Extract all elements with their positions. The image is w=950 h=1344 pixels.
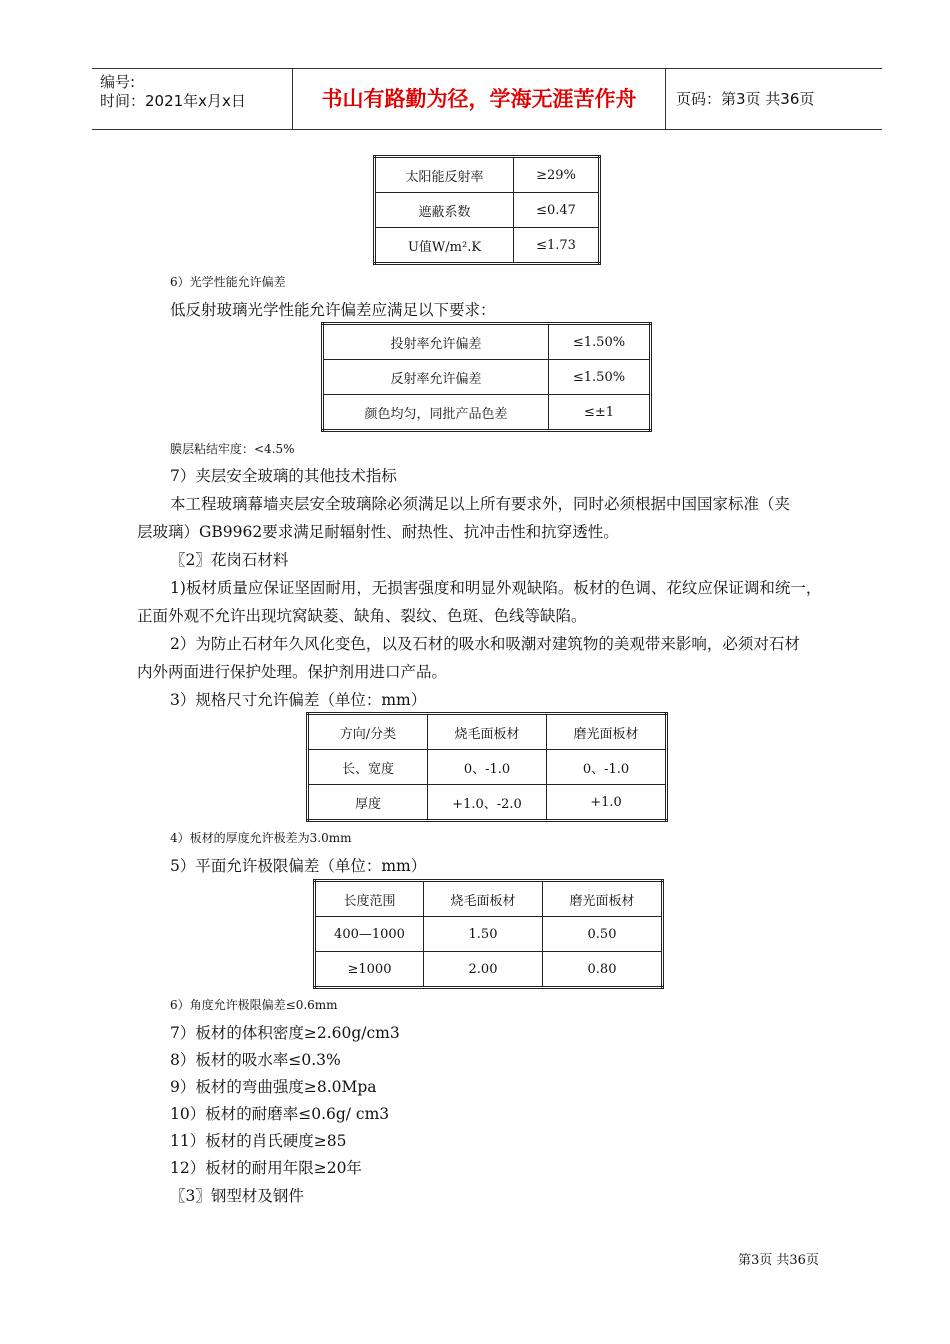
- table-row: [315, 917, 663, 952]
- table-header-row: [315, 881, 663, 917]
- table-cell: 2.00: [424, 952, 543, 988]
- granite-item-9: 9）板材的弯曲强度≥8.0Mpa: [170, 1078, 377, 1096]
- optical-intro: 低反射玻璃光学性能允许偏差应满足以下要求：: [170, 301, 496, 319]
- granite-item-2-line-2: 内外两面进行保护处理。保护剂用进口产品。: [137, 663, 448, 681]
- table-cell: ≤1.50%: [549, 360, 651, 395]
- table-cell: 0.50: [543, 917, 663, 952]
- solar-properties-table: [373, 155, 601, 265]
- document-time-label: 时间：2021年x月x日: [100, 92, 246, 110]
- film-adhesion-text: 膜层粘结牢度：<4.5%: [170, 442, 295, 456]
- granite-item-5: 5）平面允许极限偏差（单位：mm）: [170, 857, 427, 875]
- table-cell: 0、-1.0: [547, 750, 667, 785]
- table-cell: ≥1000: [315, 952, 424, 988]
- table-cell: 0.80: [543, 952, 663, 988]
- table-row: [323, 360, 651, 395]
- optical-tolerance-table: [321, 322, 652, 432]
- table-cell: U值W/m².K: [375, 228, 514, 264]
- table-header-row: [308, 714, 667, 750]
- table-cell: 400—1000: [315, 917, 424, 952]
- table-cell: 0、-1.0: [428, 750, 547, 785]
- flatness-tolerance-table: [313, 879, 664, 989]
- laminated-body-line-2: 层玻璃）GB9962要求满足耐辐射性、耐热性、抗冲击性和抗穿透性。: [137, 523, 619, 541]
- granite-item-3: 3）规格尺寸允许偏差（单位：mm）: [170, 691, 427, 709]
- granite-item-1-line-1: 1)板材质量应保证坚固耐用，无损害强度和明显外观缺陷。板材的色调、花纹应保证调和统一，: [170, 579, 822, 597]
- table-cell: 颜色均匀，同批产品色差: [323, 395, 549, 431]
- granite-item-12: 12）板材的耐用年限≥20年: [170, 1159, 362, 1177]
- header-motto-cell: [293, 69, 666, 129]
- table-row: [375, 157, 600, 193]
- steel-heading: 〖3〗钢型材及钢件: [170, 1187, 304, 1205]
- granite-item-10: 10）板材的耐磨率≤0.6g/ cm3: [170, 1105, 390, 1123]
- table-cell: 反射率允许偏差: [323, 360, 549, 395]
- table-header-cell: 烧毛面板材: [428, 714, 547, 750]
- table-cell: 1.50: [424, 917, 543, 952]
- table-cell: ≤±1: [549, 395, 651, 431]
- table-row: [375, 193, 600, 228]
- granite-item-8: 8）板材的吸水率≤0.3%: [170, 1051, 341, 1069]
- table-header-cell: 长度范围: [315, 881, 424, 917]
- table-cell: 太阳能反射率: [375, 157, 514, 193]
- header-page-info: 页码：第3页 共36页: [676, 90, 815, 108]
- page-header: [92, 68, 882, 130]
- table-cell: ≤1.73: [514, 228, 600, 264]
- table-row: [308, 750, 667, 785]
- table-row: [323, 324, 651, 360]
- table-row: [308, 785, 667, 821]
- table-cell: ≤0.47: [514, 193, 600, 228]
- table-cell: ≤1.50%: [549, 324, 651, 360]
- laminated-body-line-1: 本工程玻璃幕墙夹层安全玻璃除必须满足以上所有要求外，同时必须根据中国国家标准（夹: [170, 495, 791, 513]
- table-header-cell: 方向/分类: [308, 714, 428, 750]
- optical-heading: 6）光学性能允许偏差: [170, 275, 286, 289]
- table-row: [375, 228, 600, 264]
- granite-item-2-line-1: 2）为防止石材年久风化变色，以及石材的吸水和吸潮对建筑物的美观带来影响，必须对石材: [170, 635, 800, 653]
- table-cell: 长、宽度: [308, 750, 428, 785]
- table-row: [323, 395, 651, 431]
- table-row: [315, 952, 663, 988]
- table-cell: +1.0、-2.0: [428, 785, 547, 821]
- granite-heading: 〖2〗花岗石材料: [170, 551, 289, 569]
- header-meta-cell: [92, 69, 293, 129]
- table-header-cell: 烧毛面板材: [424, 881, 543, 917]
- granite-item-11: 11）板材的肖氏硬度≥85: [170, 1132, 347, 1150]
- table-cell: +1.0: [547, 785, 667, 821]
- header-page-cell: [666, 69, 882, 129]
- header-motto: 书山有路勤为径，学海无涯苦作舟: [321, 87, 637, 111]
- table-header-cell: 磨光面板材: [543, 881, 663, 917]
- table-cell: 投射率允许偏差: [323, 324, 549, 360]
- laminated-heading: 7）夹层安全玻璃的其他技术指标: [170, 467, 397, 485]
- granite-item-6: 6）角度允许极限偏差≤0.6mm: [170, 998, 338, 1012]
- document-number-label: 编号:: [100, 73, 136, 91]
- table-cell: ≥29%: [514, 157, 600, 193]
- table-cell: 厚度: [308, 785, 428, 821]
- granite-item-4: 4）板材的厚度允许极差为3.0mm: [170, 831, 352, 845]
- page-footer: 第3页 共36页: [738, 1253, 819, 1268]
- size-tolerance-table: [306, 712, 668, 822]
- granite-item-1-line-2: 正面外观不允许出现坑窝缺菱、缺角、裂纹、色斑、色线等缺陷。: [137, 607, 587, 625]
- table-header-cell: 磨光面板材: [547, 714, 667, 750]
- table-cell: 遮蔽系数: [375, 193, 514, 228]
- granite-item-7: 7）板材的体积密度≥2.60g/cm3: [170, 1024, 400, 1042]
